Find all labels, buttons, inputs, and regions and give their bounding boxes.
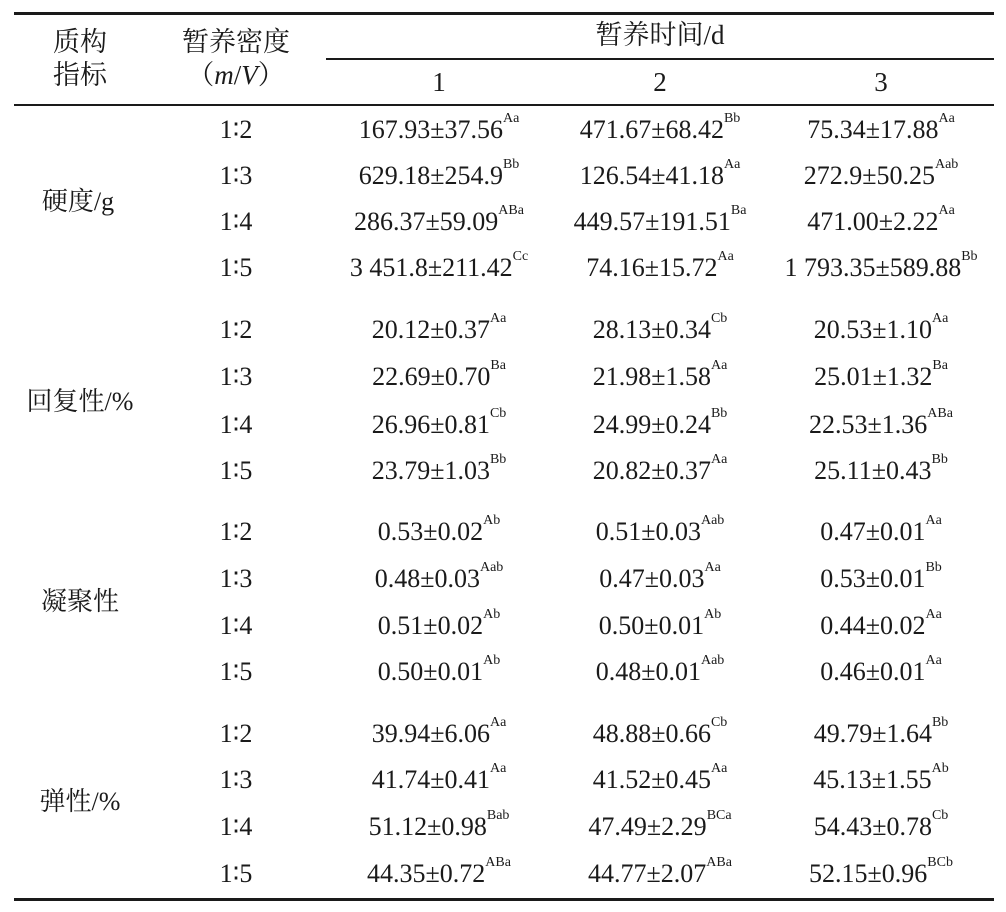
value-cell: $22.69\pm 0.70^{Ba}$ bbox=[372, 358, 506, 391]
value-cell: $629.18\pm 254.9^{Bb}$ bbox=[358, 157, 520, 190]
density-cell: 1∶2 bbox=[219, 517, 253, 546]
value-cell: $26.96\pm 0.81^{Cb}$ bbox=[371, 406, 507, 439]
value-cell: $52.15\pm 0.96^{BCb}$ bbox=[809, 855, 953, 888]
value-cell: $24.99\pm 0.24^{Bb}$ bbox=[592, 406, 728, 439]
density-slash: / bbox=[233, 60, 242, 90]
time-group-rule bbox=[326, 58, 994, 60]
group-label-hardness: 硬度/g bbox=[41, 187, 115, 216]
value-cell: $20.82\pm 0.37^{Aa}$ bbox=[592, 452, 728, 485]
value-cell: $0.53\pm 0.01^{Bb}$ bbox=[820, 560, 942, 593]
header-time-col-1: 1 bbox=[432, 67, 446, 97]
density-cell: 1∶2 bbox=[219, 315, 253, 344]
density-cell: 1∶2 bbox=[219, 115, 253, 144]
density-cell: 1∶5 bbox=[219, 456, 253, 485]
value-cell: $0.46\pm 0.01^{Aa}$ bbox=[820, 653, 942, 686]
value-cell: $54.43\pm 0.78^{Cb}$ bbox=[813, 808, 949, 841]
value-cell: $44.35\pm 0.72^{ABa}$ bbox=[367, 855, 511, 888]
header-time-group: 暂养时间/d bbox=[595, 20, 725, 50]
value-cell: $39.94\pm 6.06^{Aa}$ bbox=[371, 715, 507, 748]
value-cell: $0.48\pm 0.03^{Aab}$ bbox=[374, 560, 504, 593]
value-cell: $0.50\pm 0.01^{Ab}$ bbox=[377, 653, 501, 686]
density-cell: 1∶2 bbox=[219, 719, 253, 748]
header-density-line2 bbox=[187, 60, 285, 90]
density-cell: 1∶4 bbox=[219, 207, 253, 236]
value-cell: $41.74\pm 0.41^{Aa}$ bbox=[371, 761, 507, 794]
value-cell: $471.00\pm 2.22^{Aa}$ bbox=[807, 203, 955, 236]
value-cell: $23.79\pm 1.03^{Bb}$ bbox=[371, 452, 507, 485]
value-cell: $51.12\pm 0.98^{Bab}$ bbox=[368, 808, 510, 841]
value-cell: $0.48\pm 0.01^{Aab}$ bbox=[595, 653, 725, 686]
value-cell: $167.93\pm 37.56^{Aa}$ bbox=[358, 111, 520, 144]
header-density-line1: 暂养密度 bbox=[182, 27, 290, 57]
value-cell: $20.53\pm 1.10^{Aa}$ bbox=[813, 311, 949, 344]
density-cell: 1∶3 bbox=[219, 564, 253, 593]
value-cell: $25.11\pm 0.43^{Bb}$ bbox=[814, 452, 948, 485]
value-cell: $286.37\pm 59.09^{ABa}$ bbox=[354, 203, 524, 236]
value-cell: $22.53\pm 1.36^{ABa}$ bbox=[809, 406, 953, 439]
value-cell: $45.13\pm 1.55^{Ab}$ bbox=[813, 761, 949, 794]
value-cell: 1 $793.35\pm 589.88^{Bb}$ bbox=[784, 249, 978, 282]
density-cell: 1∶5 bbox=[219, 253, 253, 282]
density-m: m bbox=[214, 60, 234, 90]
paren-close: ） bbox=[257, 60, 285, 90]
density-v: V bbox=[241, 60, 258, 90]
value-cell: $471.67\pm 68.42^{Bb}$ bbox=[579, 111, 741, 144]
value-cell: $28.13\pm 0.34^{Cb}$ bbox=[592, 311, 728, 344]
header-index-line2: 指标 bbox=[53, 60, 107, 90]
density-cell: 1∶3 bbox=[219, 765, 253, 794]
value-cell: $272.9\pm 50.25^{Aab}$ bbox=[803, 157, 959, 190]
group-label-cohesiveness: 凝聚性 bbox=[40, 587, 120, 616]
density-cell: 1∶4 bbox=[219, 812, 253, 841]
density-cell: 1∶5 bbox=[219, 657, 253, 686]
value-cell: $0.47\pm 0.03^{Aa}$ bbox=[599, 560, 721, 593]
value-cell: $41.52\pm 0.45^{Aa}$ bbox=[592, 761, 728, 794]
group-label-springiness: 弹性/% bbox=[39, 787, 121, 816]
value-cell: $20.12\pm 0.37^{Aa}$ bbox=[371, 311, 507, 344]
value-cell: $74.16\pm 15.72^{Aa}$ bbox=[586, 249, 734, 282]
value-cell: $0.44\pm 0.02^{Aa}$ bbox=[820, 607, 942, 640]
value-cell: $0.51\pm 0.03^{Aab}$ bbox=[595, 513, 725, 546]
density-cell: 1∶5 bbox=[219, 859, 253, 888]
value-cell: $44.77\pm 2.07^{ABa}$ bbox=[588, 855, 732, 888]
value-cell: $0.53\pm 0.02^{Ab}$ bbox=[377, 513, 501, 546]
value-cell: $0.47\pm 0.01^{Aa}$ bbox=[820, 513, 942, 546]
bottom-rule bbox=[14, 898, 994, 901]
value-cell: $75.34\pm 17.88^{Aa}$ bbox=[807, 111, 955, 144]
density-cell: 1∶4 bbox=[219, 410, 253, 439]
header-time-col-2: 2 bbox=[653, 67, 667, 97]
density-cell: 1∶3 bbox=[219, 362, 253, 391]
value-cell: $126.54\pm 41.18^{Aa}$ bbox=[579, 157, 741, 190]
header-bottom-rule bbox=[14, 104, 994, 106]
value-cell: $449.57\pm 191.51^{Ba}$ bbox=[573, 203, 747, 236]
group-label-resilience: 回复性/% bbox=[26, 387, 134, 416]
value-cell: $49.79\pm 1.64^{Bb}$ bbox=[813, 715, 949, 748]
value-cell: $0.51\pm 0.02^{Ab}$ bbox=[377, 607, 501, 640]
value-cell: $25.01\pm 1.32^{Ba}$ bbox=[814, 358, 948, 391]
density-cell: 1∶3 bbox=[219, 161, 253, 190]
paren-open: （ bbox=[187, 60, 215, 90]
value-cell: $47.49\pm 2.29^{BCa}$ bbox=[588, 808, 732, 841]
value-cell: $21.98\pm 1.58^{Aa}$ bbox=[592, 358, 728, 391]
header-time-col-3: 3 bbox=[874, 67, 888, 97]
density-cell: 1∶4 bbox=[219, 611, 253, 640]
value-cell: $48.88\pm 0.66^{Cb}$ bbox=[592, 715, 728, 748]
header-index-line1: 质构 bbox=[53, 27, 107, 57]
value-cell: 3 $451.8\pm 211.42^{Cc}$ bbox=[349, 249, 529, 282]
top-rule bbox=[14, 12, 994, 15]
value-cell: $0.50\pm 0.01^{Ab}$ bbox=[598, 607, 722, 640]
